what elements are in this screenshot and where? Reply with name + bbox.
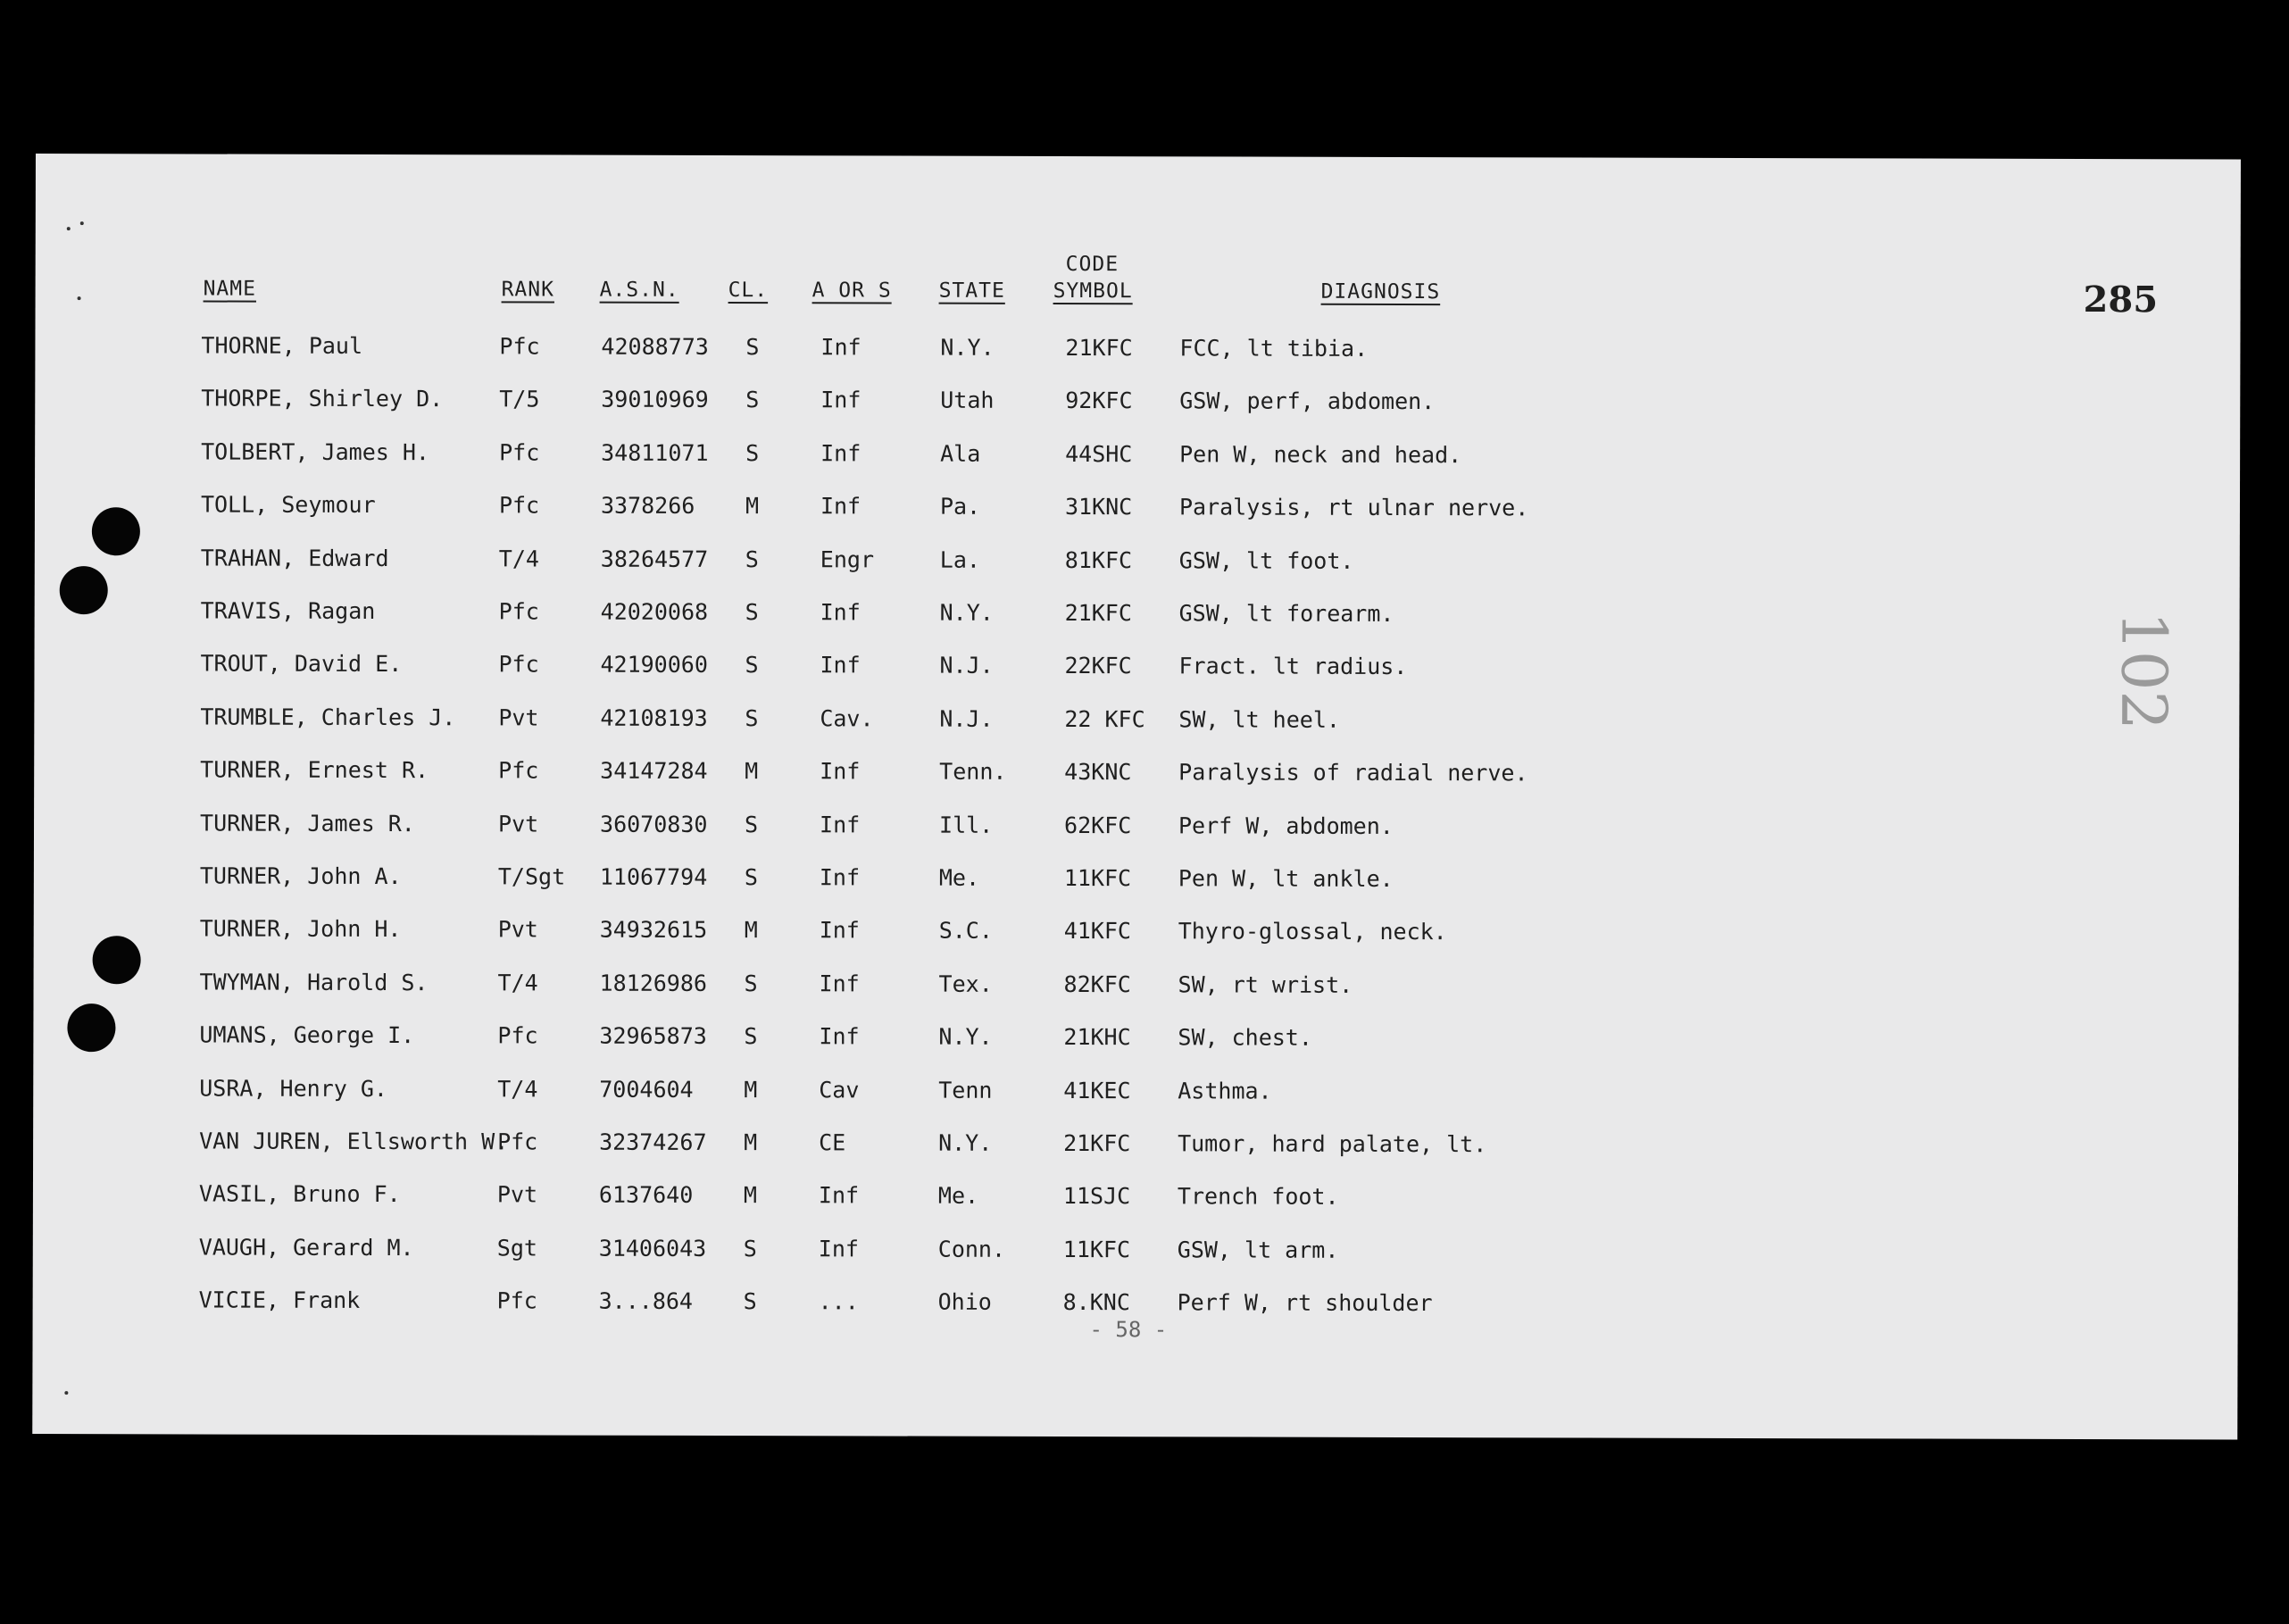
cell-rank: Pvt — [498, 704, 539, 731]
cell-asn: 7004604 — [599, 1076, 694, 1103]
cell-name: VICIE, Frank — [198, 1287, 361, 1314]
cell-name: THORPE, Shirley D. — [201, 385, 444, 412]
cell-asn: 42190060 — [600, 652, 708, 679]
cell-rank: T/Sgt — [497, 863, 566, 890]
cell-name: TROUT, David E. — [200, 650, 403, 678]
cell-code-symbol: 43KNC — [1064, 759, 1132, 786]
speck — [78, 296, 81, 300]
cell-a-or-s: Inf — [819, 917, 860, 944]
cell-a-or-s: Inf — [818, 1182, 860, 1209]
header-code: CODE — [1065, 253, 1120, 277]
cell-class: S — [745, 599, 759, 626]
cell-name: TURNER, John A. — [199, 862, 402, 890]
cell-rank: Pvt — [496, 1181, 538, 1208]
cell-a-or-s: Inf — [819, 864, 861, 891]
cell-a-or-s: Inf — [819, 1023, 860, 1050]
cell-name: VAUGH, Gerard M. — [198, 1234, 414, 1261]
cell-state: Me. — [937, 1183, 979, 1210]
cell-diagnosis: Pen W, lt ankle. — [1178, 865, 1394, 892]
cell-state: N.J. — [939, 705, 994, 732]
cell-name: THORNE, Paul — [201, 332, 363, 359]
cell-diagnosis: GSW, lt foot. — [1178, 546, 1354, 574]
cell-name: TRAVIS, Ragan — [200, 597, 376, 624]
cell-code-symbol: 22 KFC — [1064, 705, 1145, 733]
cell-state: N.Y. — [940, 334, 995, 361]
cell-a-or-s: Inf — [820, 387, 861, 413]
cell-code-symbol: 41KFC — [1063, 918, 1132, 945]
cell-diagnosis: GSW, lt arm. — [1177, 1237, 1339, 1263]
punch-hole — [67, 1004, 115, 1052]
cell-name: USRA, Henry G. — [199, 1075, 388, 1102]
cell-rank: Pfc — [499, 333, 540, 360]
cell-diagnosis: Perf W, abdomen. — [1178, 812, 1394, 839]
cell-rank: Pfc — [497, 1128, 538, 1155]
punch-hole — [60, 566, 108, 614]
handwritten-margin-note: 102 — [2107, 611, 2181, 731]
cell-class: S — [745, 387, 760, 413]
cell-class: M — [744, 1076, 758, 1103]
cell-asn: 32965873 — [599, 1022, 707, 1050]
cell-rank: Pfc — [498, 598, 539, 625]
cell-rank: Pvt — [497, 810, 539, 837]
cell-name: VAN JUREN, Ellsworth W. — [199, 1128, 509, 1155]
cell-a-or-s: Inf — [820, 652, 861, 679]
cell-rank: Pfc — [498, 492, 540, 519]
cell-class: M — [745, 758, 759, 785]
cell-rank: T/5 — [499, 386, 540, 412]
cell-diagnosis: FCC, lt tibia. — [1179, 335, 1369, 362]
header-cl: CL. — [728, 279, 769, 303]
cell-state: N.J. — [939, 653, 994, 679]
cell-asn: 18126986 — [599, 970, 708, 996]
cell-diagnosis: SW, rt wrist. — [1178, 971, 1353, 998]
cell-code-symbol: 21KFC — [1063, 1130, 1131, 1157]
cell-class: M — [744, 917, 758, 944]
cell-diagnosis: Thyro-glossal, neck. — [1178, 918, 1447, 945]
record-card — [32, 154, 2241, 1439]
cell-name: TOLBERT, James H. — [201, 438, 430, 465]
cell-class: S — [744, 811, 759, 837]
cell-code-symbol: 82KFC — [1063, 970, 1131, 998]
header-a-or-s: A OR S — [812, 279, 892, 303]
punch-hole — [93, 936, 141, 984]
cell-a-or-s: Inf — [818, 1236, 859, 1262]
cell-rank: Pfc — [498, 651, 539, 678]
cell-name: UMANS, George I. — [199, 1021, 415, 1049]
cell-state: Utah — [940, 387, 995, 414]
header-state: STATE — [938, 279, 1005, 303]
cell-class: S — [745, 439, 760, 466]
header-symbol: SYMBOL — [1053, 279, 1133, 304]
cell-state: Pa. — [939, 493, 981, 520]
cell-code-symbol: 44SHC — [1065, 440, 1133, 468]
cell-state: Tenn. — [939, 758, 1007, 786]
cell-a-or-s: Cav — [819, 1076, 860, 1103]
cell-diagnosis: SW, chest. — [1178, 1024, 1312, 1051]
cell-asn: 6137640 — [598, 1182, 694, 1209]
cell-diagnosis: Paralysis of radial nerve. — [1178, 759, 1528, 787]
cell-name: VASIL, Bruno F. — [198, 1180, 401, 1208]
cell-code-symbol: 21KHC — [1063, 1024, 1131, 1051]
cell-rank: T/4 — [497, 970, 538, 996]
cell-a-or-s: Inf — [819, 970, 860, 997]
cell-diagnosis: Trench foot. — [1177, 1183, 1339, 1211]
cell-name: TRAHAN, Edward — [200, 545, 389, 571]
cell-name: TOLL, Seymour — [200, 491, 376, 519]
cell-class: M — [743, 1182, 758, 1209]
cell-class: S — [745, 704, 759, 731]
footer-page-number: - 58 - — [1089, 1317, 1168, 1343]
cell-diagnosis: Fract. lt radius. — [1178, 653, 1408, 680]
cell-code-symbol: 11KFC — [1062, 1236, 1131, 1263]
speck — [67, 227, 71, 230]
cell-rank: Pfc — [496, 1287, 537, 1314]
cell-class: M — [745, 493, 760, 520]
cell-state: Ala — [940, 440, 981, 467]
header-diagnosis: DIAGNOSIS — [1320, 279, 1441, 304]
cell-asn: 39010969 — [601, 387, 709, 413]
cell-name: TRUMBLE, Charles J. — [200, 704, 456, 731]
cell-a-or-s: Inf — [820, 334, 861, 361]
cell-a-or-s: CE — [819, 1129, 846, 1156]
cell-code-symbol: 41KEC — [1063, 1077, 1131, 1103]
cell-code-symbol: 8.KNC — [1062, 1289, 1130, 1316]
header-asn: A.S.N. — [599, 278, 679, 302]
header-rank: RANK — [501, 278, 555, 302]
cell-a-or-s: Cav. — [820, 705, 874, 732]
cell-asn: 3378266 — [600, 492, 695, 520]
cell-diagnosis: GSW, lt forearm. — [1178, 600, 1394, 627]
cell-state: N.Y. — [938, 1129, 993, 1156]
cell-rank: T/4 — [497, 1075, 538, 1103]
cell-a-or-s: Inf — [820, 440, 861, 467]
cell-asn: 34811071 — [601, 439, 709, 466]
cell-state: N.Y. — [938, 1023, 993, 1050]
cell-asn: 36070830 — [599, 811, 708, 837]
cell-state: Tenn — [938, 1077, 993, 1103]
cell-diagnosis: GSW, perf, abdomen. — [1179, 387, 1436, 415]
punch-hole — [92, 507, 140, 555]
cell-a-or-s: Inf — [820, 758, 861, 785]
cell-diagnosis: Paralysis, rt ulnar nerve. — [1178, 494, 1529, 521]
cell-state: Me. — [938, 864, 980, 891]
cell-diagnosis: Asthma. — [1178, 1077, 1272, 1104]
cell-a-or-s: ... — [818, 1288, 859, 1315]
cell-rank: T/4 — [498, 545, 540, 572]
cell-rank: Pvt — [497, 916, 538, 943]
cell-rank: Pfc — [497, 1022, 538, 1049]
cell-class: S — [743, 1288, 757, 1315]
cell-diagnosis: SW, lt heel. — [1178, 706, 1341, 733]
cell-asn: 34147284 — [600, 757, 708, 785]
page-number: 285 — [2083, 279, 2159, 321]
cell-state: Ill. — [938, 812, 994, 838]
cell-class: S — [743, 1235, 757, 1262]
cell-asn: 3...864 — [598, 1287, 694, 1315]
header-name: NAME — [203, 277, 257, 301]
cell-a-or-s: Inf — [819, 811, 861, 838]
cell-code-symbol: 31KNC — [1064, 494, 1133, 521]
cell-a-or-s: Inf — [820, 493, 861, 520]
cell-code-symbol: 92KFC — [1065, 387, 1133, 414]
cell-asn: 31406043 — [598, 1235, 707, 1262]
cell-asn: 34932615 — [599, 917, 708, 944]
cell-code-symbol: 62KFC — [1063, 812, 1132, 838]
cell-rank: Sgt — [496, 1235, 537, 1262]
cell-code-symbol: 21KFC — [1064, 600, 1132, 627]
cell-diagnosis: Tumor, hard palate, lt. — [1178, 1130, 1487, 1158]
cell-code-symbol: 11SJC — [1062, 1183, 1131, 1210]
cell-state: Tex. — [938, 970, 993, 997]
cell-asn: 38264577 — [600, 545, 709, 572]
cell-class: S — [744, 1023, 758, 1050]
speck — [64, 1391, 68, 1395]
cell-a-or-s: Inf — [820, 599, 861, 626]
cell-diagnosis: Perf W, rt shoulder — [1177, 1289, 1433, 1317]
speck — [80, 221, 84, 225]
cell-code-symbol: 21KFC — [1065, 335, 1133, 362]
cell-state: Ohio — [937, 1288, 992, 1315]
cell-class: S — [744, 970, 758, 996]
cell-asn: 42088773 — [601, 333, 709, 360]
cell-code-symbol: 81KFC — [1064, 546, 1133, 573]
cell-class: S — [744, 864, 758, 891]
cell-rank: Pfc — [499, 439, 540, 466]
cell-diagnosis: Pen W, neck and head. — [1179, 441, 1462, 468]
cell-class: M — [744, 1129, 758, 1156]
cell-state: La. — [939, 546, 981, 573]
cell-asn: 11067794 — [599, 863, 708, 890]
cell-asn: 42020068 — [600, 598, 709, 625]
cell-name: TURNER, James R. — [200, 810, 415, 837]
cell-state: N.Y. — [939, 599, 994, 626]
cell-class: S — [745, 652, 759, 679]
cell-a-or-s: Engr — [820, 545, 875, 573]
cell-state: Conn. — [937, 1236, 1006, 1262]
cell-rank: Pfc — [498, 757, 539, 784]
cell-name: TWYMAN, Harold S. — [199, 969, 429, 995]
cell-code-symbol: 22KFC — [1064, 653, 1132, 679]
cell-code-symbol: 11KFC — [1063, 865, 1132, 892]
cell-name: TURNER, John H. — [199, 915, 402, 943]
cell-class: S — [745, 545, 759, 572]
cell-class: S — [745, 334, 760, 361]
cell-asn: 42108193 — [600, 704, 708, 731]
cell-name: TURNER, Ernest R. — [200, 756, 429, 784]
cell-state: S.C. — [938, 918, 993, 945]
cell-asn: 32374267 — [599, 1128, 707, 1155]
